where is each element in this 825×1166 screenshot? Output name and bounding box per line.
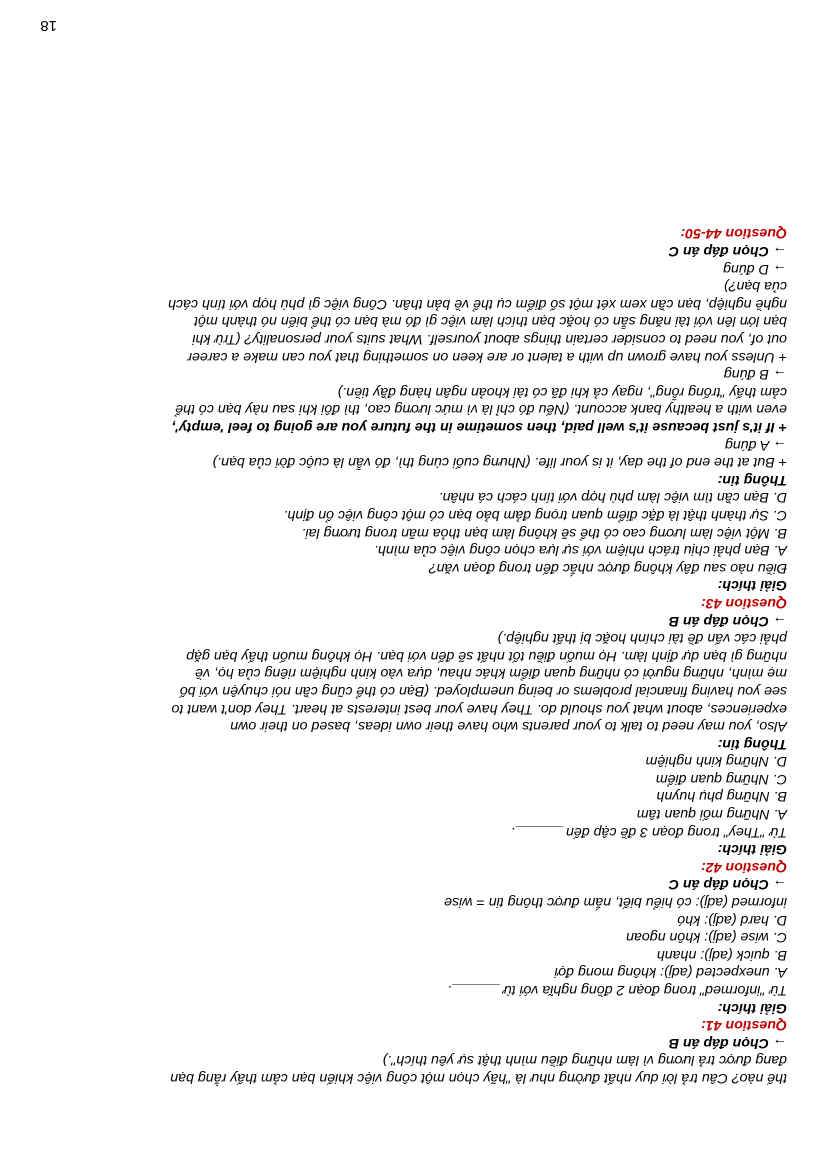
text-line: mẹ mình, những người có những quan điểm khác nhau, dựa vào kinh nghiệm riêng của họ, về <box>195 665 787 682</box>
text-line: even with a healthy bank account. (Nếu đó chỉ là vì mức lương cao, thì đôi khi sau này bạn có thể <box>175 401 787 418</box>
text-line: + Unless you have grown up with a talent or are keen on something that you can make a career <box>187 348 787 365</box>
text-line: Question 43: <box>701 594 787 611</box>
text-line: see you having financial problems or being unemployed. (Bạn có thể cũng cần nói chuyện với bố <box>179 682 787 699</box>
text-line: B. Một việc làm lương cao có thể sẽ không làm bạn thỏa mãn trong tương lai. <box>301 524 787 541</box>
text-line: → Chọn đáp án C <box>668 876 787 893</box>
text-line: B. quick (adj): nhanh <box>656 946 787 963</box>
text-line: D. hard (adj): khó <box>677 911 787 928</box>
text-line: Also, you may need to talk to your parents who have their own ideas, based on their own <box>230 718 787 735</box>
text-line: → Chọn đáp án B <box>668 1034 787 1051</box>
text-line: + But at the end of the day, it is your life. (Nhưng cuối cùng thì, đó vẫn là cuộc đời của bạn.) <box>212 454 787 471</box>
text-line: đang được trả lương vì làm những điều mình thật sự yêu thích".) <box>382 1052 787 1069</box>
text-line: → Chọn đáp án C <box>668 243 787 260</box>
text-line: A. Bạn phải chịu trách nhiệm với sự lựa chọn công việc của mình. <box>374 542 787 559</box>
text-line: Giải thích: <box>717 841 787 858</box>
text-line: B. Những phụ huynh <box>656 788 787 805</box>
text-line: D. Bạn cần tìm việc làm phù hợp với tính cách cá nhân. <box>438 489 787 506</box>
text-line: A. Những mối quan tâm <box>636 806 787 823</box>
text-line: → D đúng <box>723 260 787 277</box>
text-line: thế nào? Câu trả lời duy nhất đường như là "hãy chọn một công việc khiến bạn cảm thấy rằng bạn <box>170 1070 787 1086</box>
text-line: informed (adj): có hiểu biết, nắm được thông tin = wise <box>444 894 787 911</box>
text-line: C. Những quan điểm <box>655 770 787 787</box>
text-line: Thông tin: <box>717 471 787 488</box>
text-line: Question 41: <box>701 1017 787 1034</box>
text-line: bạn lớn lên với tài năng sẵn có hoặc bạn thích làm việc gì đó mà bạn có thể biến nó thành một <box>194 313 787 330</box>
text-line: Thông tin: <box>717 735 787 752</box>
text-line: cảm thấy "trống rỗng", ngay cả khi đã có tài khoản ngân hàng đầy tiền.) <box>337 383 787 400</box>
text-line: Từ "They" trong đoạn 3 đề cập đến ______. <box>510 823 787 840</box>
text-line: nghề nghiệp, bạn cần xem xét một số điểm cụ thể về bản thân. Công việc gì phù hợp với tính cách <box>168 295 787 312</box>
text-line: Điều nào sau đây không được nhắc đến trong đoạn văn? <box>428 559 787 576</box>
text-line: của bạn?) <box>723 278 787 295</box>
text-line: C. Sự thành thật là đặc điểm quan trọng đảm bảo bạn có một công việc ổn định. <box>283 507 787 523</box>
text-line: → B đúng <box>723 366 787 383</box>
text-line: + If it's just because it's well paid, then sometime in the future you are going to feel 'empty', <box>171 419 787 436</box>
text-line: Giải thích: <box>717 999 787 1016</box>
explanation-body <box>37 224 787 1086</box>
text-line: những gì bạn dự định làm. Họ muốn điều tốt nhất sẽ đến với bạn. Họ không muốn thấy bạn gặp <box>186 647 787 664</box>
text-line: Question 44-50: <box>680 225 787 242</box>
text-line: → Chọn đáp án B <box>668 612 787 629</box>
text-line: out of, you need to consider certain things about yourself. What suits your personality? (Trừ khi <box>192 331 787 348</box>
text-line: Question 42: <box>701 858 787 875</box>
text-line: Từ "informed" trong đoạn 2 đồng nghĩa với từ ______. <box>447 982 787 999</box>
text-line: C. wise (adj): khôn ngoan <box>626 929 787 946</box>
text-line: Giải thích: <box>717 577 787 594</box>
text-line: experiences, about what you should do. They have your best interests at heart. They don't want to <box>171 700 787 717</box>
text-line: → A đúng <box>724 436 787 453</box>
text-line: A. unexpected (adj): không mong đợi <box>554 964 787 981</box>
text-line: D. Những kinh nghiệm <box>645 753 787 770</box>
page-number: 18 <box>40 17 57 34</box>
text-line: phải các vấn đề tài chính hoặc bị thất nghiệp.) <box>497 630 787 647</box>
